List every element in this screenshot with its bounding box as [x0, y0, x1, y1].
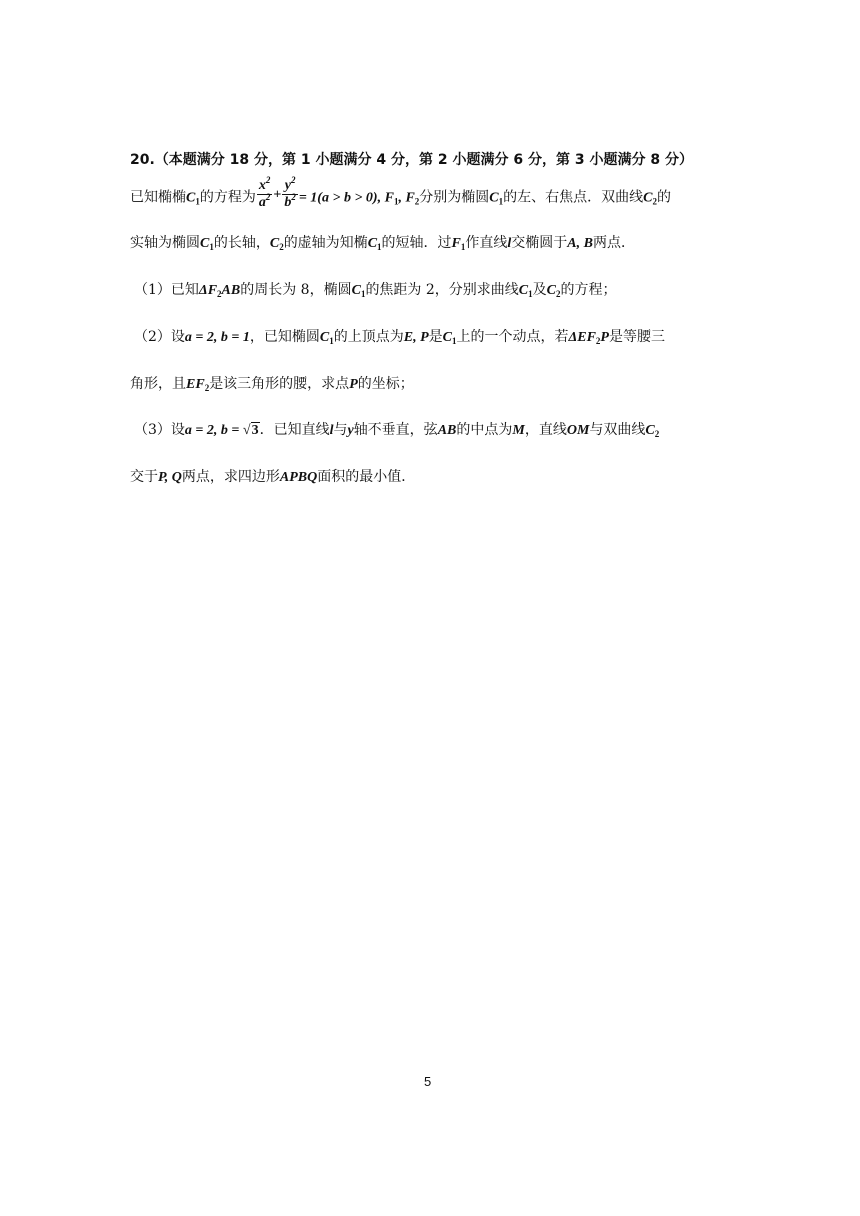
question-header: 20.（本题满分 18 分，第 1 小题满分 4 分，第 2 小题满分 6 分，第 3 小题满分 8 分）: [130, 152, 693, 168]
page-number: 5: [424, 1074, 432, 1089]
sub-question-1: （1）已知$\Delta F_2AB$的周长为 8，椭圆$C_1$的焦距为 2，分别求曲线$C_1$及$C_2$的方程；: [134, 282, 617, 299]
sub-question-2-line-2: 角形，且$EF_2$是该三角形的腰，求点P的坐标；: [130, 376, 414, 393]
ellipse-equation: $\frac{x^2}{a^2}$ + $\frac{y^2}{b^2}$: [258, 175, 296, 210]
sub-question-3-line-2: 交于P, Q两点，求四边形APBQ面积的最小值．: [130, 469, 416, 485]
sub-question-2-line-1: （2）设a = 2, b = 1，已知椭圆$C_1$的上顶点为E, P是$C_1$上的一个动点，若$\Delta EF_2P$是等腰三: [134, 329, 665, 346]
sub-question-3-line-1: （3）设a = 2, b = √3．已知直线l与y轴不垂直，弦AB的中点为M，直线OM与双曲线$C_2$: [134, 422, 660, 439]
problem-statement-line-2: 实轴为椭圆$C_1$的长轴，$C_2$的虚轴为知椭$C_1$的短轴．过$F_1$作直线l交椭圆于A, B两点．: [130, 235, 635, 252]
sqrt-3: √3: [242, 423, 259, 438]
problem-statement-line-1: 已知椭椭$C_1$的方程为 $\frac{x^2}{a^2}$ + $\frac{y^2}{b^2}$ = 1(a > b > 0), $F_1$, $F_2$分别为椭圆$C_1$的左、右焦点．双曲线$C_2$的: [130, 175, 671, 210]
